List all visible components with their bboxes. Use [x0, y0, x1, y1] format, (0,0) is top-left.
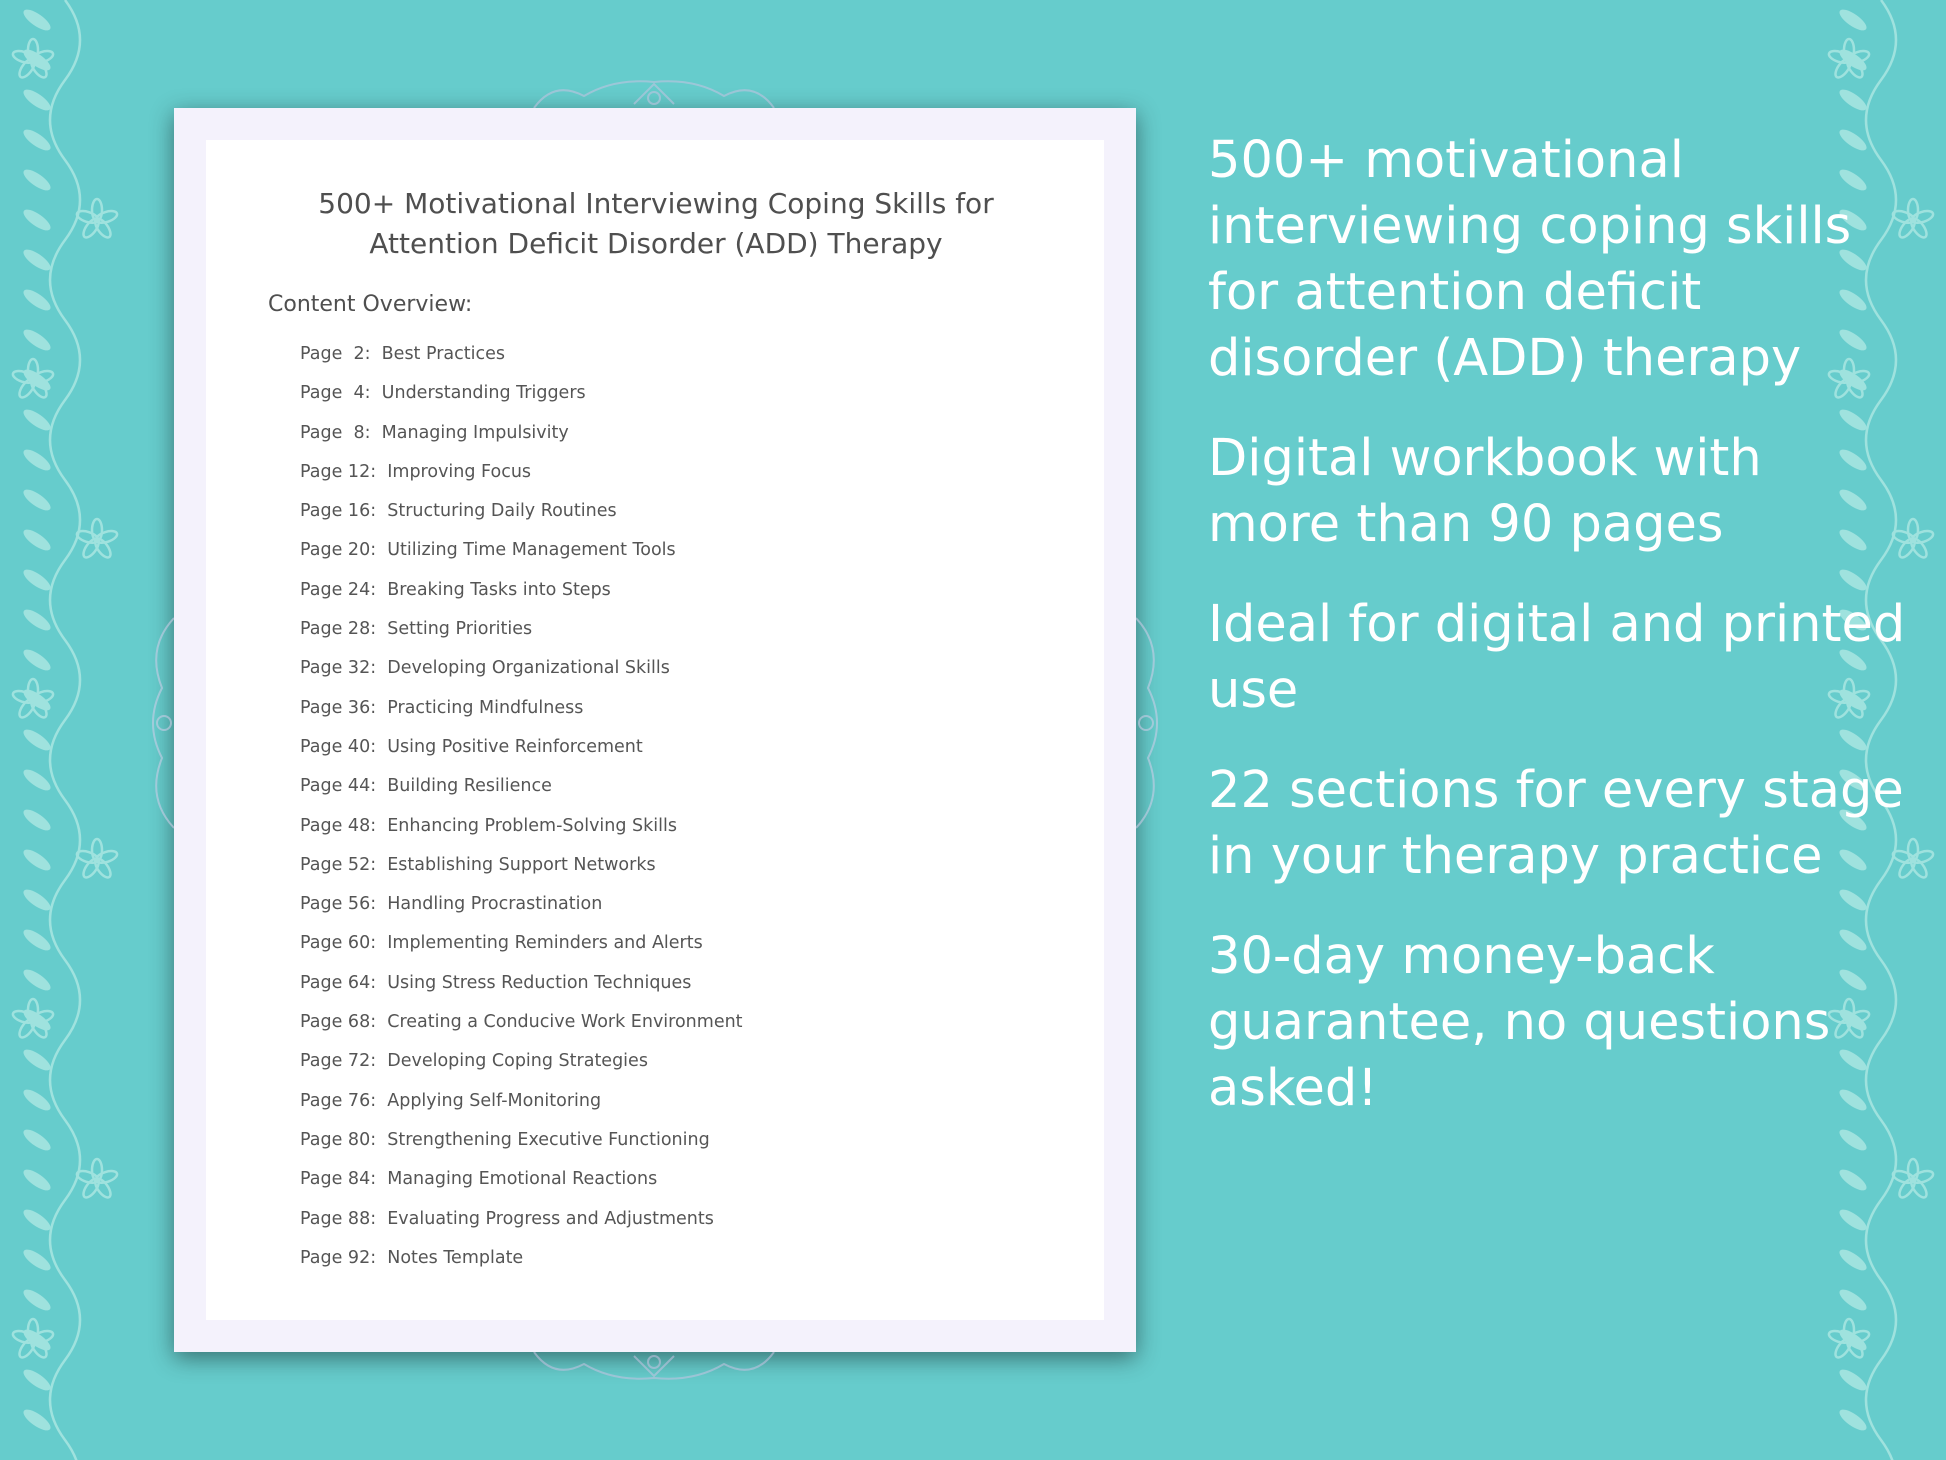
toc-page-number: Page 60:: [300, 933, 377, 954]
toc-page-number: Page 68:: [300, 1012, 377, 1033]
toc-item: [300, 735, 743, 774]
toc-page-number: Page 64:: [300, 972, 377, 993]
feature-text: Digital workbook with more than 90 pages: [1208, 429, 1762, 554]
floral-vine-left-decoration: [0, 0, 130, 1460]
toc-item: [300, 460, 743, 499]
toc-page-number: Page 2:: [300, 344, 371, 364]
toc-page-number: Page 84:: [300, 1169, 377, 1190]
toc-item: [300, 931, 743, 970]
toc-section-title: Practicing Mindfulness: [387, 697, 584, 718]
toc-section-title: Understanding Triggers: [381, 383, 586, 404]
toc-page-number: Page 52:: [300, 854, 377, 875]
toc-page-number: Page 80:: [300, 1129, 377, 1150]
toc-section-title: Applying Self-Monitoring: [387, 1090, 602, 1111]
toc-section-title: Using Positive Reinforcement: [387, 736, 643, 757]
toc-page-number: Page 12:: [300, 461, 377, 482]
toc-item: [300, 774, 743, 813]
toc-section-title: Structuring Daily Routines: [387, 501, 617, 522]
document-preview: [174, 108, 1136, 1352]
toc-item: [300, 499, 743, 538]
toc-page-number: Page 4:: [300, 383, 371, 404]
toc-item: [300, 1128, 743, 1167]
toc-item: [300, 1010, 743, 1049]
toc-page-number: Page 16:: [300, 501, 377, 522]
toc-item: [300, 696, 743, 735]
toc-page-number: Page 24:: [300, 579, 377, 600]
toc-page-number: Page 32:: [300, 658, 377, 679]
toc-section-title: Utilizing Time Management Tools: [387, 540, 676, 561]
table-of-contents: [300, 342, 743, 1285]
toc-page-number: Page 40:: [300, 736, 377, 757]
feature-text: 22 sections for every stage in your therapy practice: [1208, 761, 1904, 886]
toc-page-number: Page 44:: [300, 776, 377, 797]
toc-item: [300, 381, 743, 420]
toc-item: [300, 421, 743, 460]
toc-section-title: Building Resilience: [387, 776, 552, 797]
toc-item: [300, 617, 743, 656]
document-title: 500+ Motivational Interviewing Coping Skills for Attention Deficit Disorder (ADD) Therapy: [318, 187, 994, 260]
toc-section-title: Using Stress Reduction Techniques: [387, 972, 692, 993]
toc-page-number: Page 72:: [300, 1051, 377, 1072]
mandala-left-decoration: [142, 608, 174, 838]
toc-section-title: Strengthening Executive Functioning: [387, 1129, 710, 1150]
feature-list: [1208, 128, 1908, 1156]
toc-page-number: Page 28:: [300, 619, 377, 640]
toc-section-title: Developing Organizational Skills: [387, 658, 670, 679]
toc-section-title: Notes Template: [387, 1247, 524, 1268]
toc-section-title: Establishing Support Networks: [387, 854, 656, 875]
toc-page-number: Page 92:: [300, 1247, 377, 1268]
toc-section-title: Evaluating Progress and Adjustments: [387, 1208, 714, 1229]
toc-section-title: Improving Focus: [387, 461, 532, 482]
toc-item: [300, 971, 743, 1010]
toc-section-title: Managing Emotional Reactions: [387, 1169, 658, 1190]
toc-item: [300, 1246, 743, 1285]
toc-item: [300, 1049, 743, 1088]
toc-page-number: Page 8:: [300, 422, 371, 443]
document-page: [206, 140, 1104, 1320]
toc-page-number: Page 48:: [300, 815, 377, 836]
feature-text: 500+ motivational interviewing coping skills for attention deficit disorder (ADD) therapy: [1208, 131, 1852, 388]
toc-item: [300, 578, 743, 617]
toc-item: [300, 892, 743, 931]
mandala-right-decoration: [1136, 608, 1168, 838]
toc-section-title: Implementing Reminders and Alerts: [387, 933, 703, 954]
toc-section-title: Best Practices: [381, 344, 506, 364]
toc-item: [300, 853, 743, 892]
toc-item: [300, 1089, 743, 1128]
toc-page-number: Page 76:: [300, 1090, 377, 1111]
feature-text: 30-day money-back guarantee, no questions asked!: [1208, 927, 1831, 1118]
toc-item: [300, 656, 743, 695]
mandala-bottom-decoration: [514, 1352, 794, 1384]
toc-section-title: Creating a Conducive Work Environment: [387, 1012, 743, 1033]
toc-page-number: Page 56:: [300, 894, 377, 915]
toc-item: [300, 1167, 743, 1206]
toc-page-number: Page 88:: [300, 1208, 377, 1229]
toc-section-title: Developing Coping Strategies: [387, 1051, 648, 1072]
content-overview-label: Content Overview:: [268, 292, 473, 317]
mandala-top-decoration: [514, 76, 794, 108]
toc-page-number: Page 20:: [300, 540, 377, 561]
toc-section-title: Handling Procrastination: [387, 894, 603, 915]
toc-item: [300, 342, 743, 381]
toc-section-title: Setting Priorities: [387, 619, 533, 640]
toc-section-title: Enhancing Problem-Solving Skills: [387, 815, 678, 836]
toc-section-title: Breaking Tasks into Steps: [387, 579, 611, 600]
toc-page-number: Page 36:: [300, 697, 377, 718]
toc-item: [300, 538, 743, 577]
toc-item: [300, 1207, 743, 1246]
toc-item: [300, 814, 743, 853]
toc-section-title: Managing Impulsivity: [381, 422, 569, 443]
feature-text: Ideal for digital and printed use: [1208, 595, 1906, 720]
